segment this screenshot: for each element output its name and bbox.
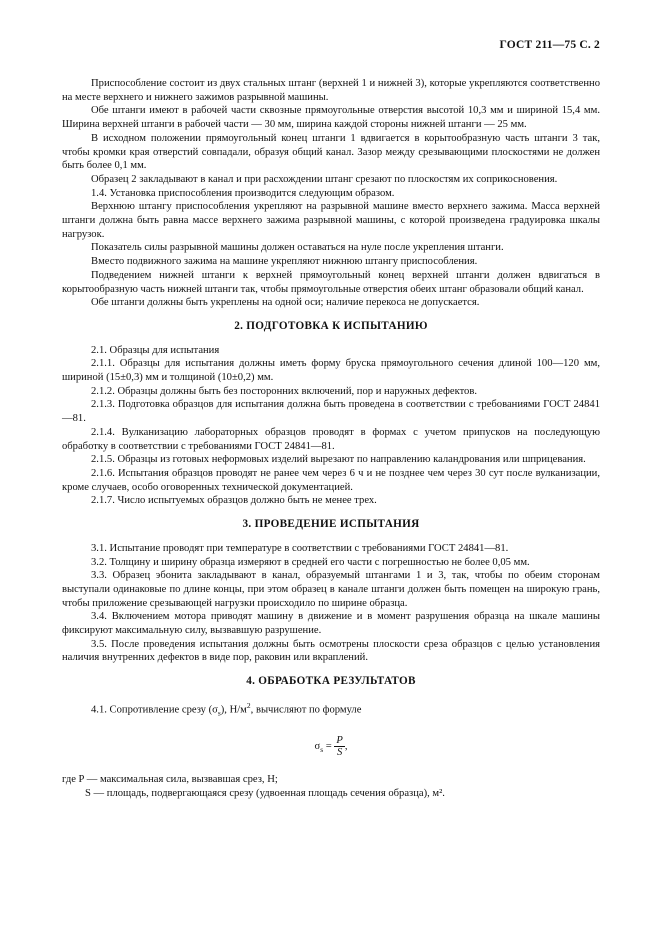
paragraph: 2.1.7. Число испытуемых образцов должно быть не менее трех. [91, 495, 377, 507]
document-body [62, 77, 600, 801]
paragraph: В исходном положении прямоугольный конец штанги 1 вдвигается в корытообразную часть штанги 3 так, чтобы кромки края отверстий совпадали, образуя общий канал. Зазор между срезывающими плоскостями не должен быть более 0,1 мм. [62, 132, 600, 172]
paragraph: 3.1. Испытание проводят при температуре в соответствии с требованиями ГОСТ 24841—81. [91, 542, 509, 554]
paragraph: 2.1. Образцы для испытания [91, 344, 220, 356]
paragraph: Подведением нижней штанги к верхней прямоугольный конец верхней штанги должен вдвигаться в корытообразную часть нижней штанги так, чтобы прямоугольные отверстия обеих штанг образовали общий канал. [62, 269, 600, 295]
paragraph: 2.1.1. Образцы для испытания должны иметь форму бруска прямоугольного сечения длиной 100—120 мм, шириной (15±0,3) мм и толщиной (10±0,2) мм. [62, 358, 600, 384]
section-heading: 2. ПОДГОТОВКА К ИСПЫТАНИЮ [234, 319, 428, 332]
section-heading: 3. ПРОВЕДЕНИЕ ИСПЫТАНИЯ [242, 518, 420, 531]
paragraph: Обе штанги имеют в рабочей части сквозные прямоугольные отверстия высотой 10,3 мм и шириной 15,4 мм. Ширина верхней штанги в рабочей части — 30 мм, ширина каждой стороны нижней штанги — 25 мм. [62, 105, 600, 131]
paragraph: 2.1.6. Испытания образцов проводят не ранее чем через 6 ч и не позднее чем через 30 сут после вулканизации, кроме случаев, особо оговоренных технической документацией. [62, 467, 600, 493]
formula-eq: = [323, 741, 335, 753]
paragraph: 3.3. Образец эбонита закладывают в канал, образуемый штангами 1 и 3, так, чтобы по обеим сторонам выступали одинаковые по длине концы, при этом образец в канале штанги должен быть помещен на широкую грань, чтобы приложение срезывающей нагрузки происходило по ширине образца. [62, 570, 600, 609]
definition-line: где P — максимальная сила, вызвавшая срез, Н; [62, 774, 278, 786]
paragraph: 3.4. Включением мотора приводят машину в движение и в момент разрушения образца на шкале машины фиксируют максимальную силу, вызвавшую разрушение. [62, 611, 600, 637]
paragraph: 2.1.4. Вулканизацию лабораторных образцов проводят в формах с учетом припусков на последующую обработку в соответствии с требованиями ГОСТ 24841—81. [62, 426, 600, 452]
formula-denominator: S [336, 747, 343, 759]
paragraph: 2.1.5. Образцы из готовых неформовых изделий вырезают по направлению каландрования или шприцевания. [91, 454, 586, 466]
definition-line: S — площадь, подвергающаяся срезу (удвоенная площадь сечения образца), м². [85, 787, 445, 799]
text-run: 4.1. Сопротивление срезу (σ [91, 704, 218, 716]
formula-lhs: σ [314, 741, 321, 753]
paragraph: Обе штанги должны быть укреплены на одной оси; наличие перекоса не допускается. [91, 297, 480, 309]
text-run: , вычисляют по формуле [250, 704, 362, 716]
paragraph: Показатель силы разрывной машины должен оставаться на нуле после укрепления штанги. [91, 242, 504, 254]
superscript: 2 [246, 700, 251, 710]
paragraph: 1.4. Установка приспособления производится следующим образом. [91, 187, 395, 199]
paragraph: 2.1.2. Образцы должны быть без посторонних включений, пор и наружных дефектов. [91, 385, 478, 397]
paragraph [62, 699, 600, 720]
paragraph: Образец 2 закладывают в канал и при расхождении штанг срезают по плоскостям их соприкосновения. [91, 173, 558, 185]
formula-numerator: P [336, 735, 343, 747]
text-run: ), Н/м [220, 704, 247, 716]
paragraph: Вместо подвижного зажима на машине укрепляют нижнюю штангу приспособления. [91, 256, 478, 268]
paragraph: Верхнюю штангу приспособления укрепляют на разрывной машине вместо верхнего зажима. Масса верхней штанги должна быть равна массе верхнего зажима разрывной машины, с которой произведена градуировка шкалы нагрузок. [62, 201, 600, 240]
formula [62, 735, 600, 758]
page-header: ГОСТ 211—75 С. 2 [499, 39, 600, 51]
paragraph: 3.2. Толщину и ширину образца измеряют в средней его части с погрешностью не более 0,05 мм. [91, 556, 530, 568]
formula-lhs-sub: s [320, 745, 324, 755]
paragraph: Приспособление состоит из двух стальных штанг (верхней 1 и нижней 3), которые укрепляются соответственно на месте верхнего и нижнего зажимов разрывной машины. [62, 78, 600, 103]
subscript: s [217, 708, 221, 718]
formula-tail: , [344, 741, 348, 753]
section-heading: 4. ОБРАБОТКА РЕЗУЛЬТАТОВ [246, 675, 416, 688]
paragraph: 3.5. После проведения испытания должны быть осмотрены плоскости среза образцов с целью установления наличия внутренних дефектов в виде пор, раковин или вкраплений. [62, 638, 600, 664]
formula-fraction [334, 735, 344, 758]
paragraph: 2.1.3. Подготовка образцов для испытания должна быть проведена в соответствии с требованиями ГОСТ 24841—81. [62, 399, 600, 425]
